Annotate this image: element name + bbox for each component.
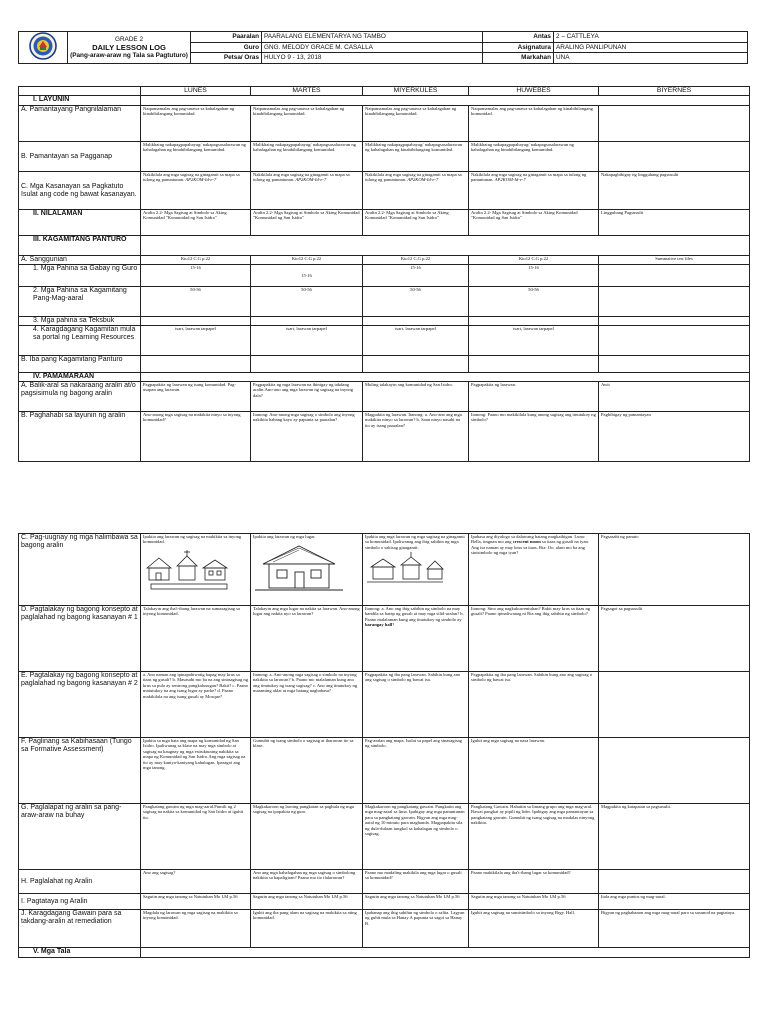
cell: Lingguhang Pagsusulit [599,210,750,236]
kagamitang-panturo-heading: III. KAGAMITANG PANTURO [19,236,141,256]
cell [599,106,750,142]
cell: Aralin 2.2- Mga Sagisag at Simbolo sa Aking Komunidad "Komunidad ng San Isidro" [363,210,469,236]
cell: Pagpapakita ng iba pang larawan. Sabihin kung ano ang sagisag o simbolo ng bawat isa. [363,672,469,738]
empty-cell [363,356,469,373]
cell: Talakayin ang mga lugar na nakita sa larawan. Ano-anong lugar ang nakita nyo sa larawan? [251,606,363,672]
layunin-heading: I. LAYUNIN [19,96,141,106]
cell [599,265,750,287]
cell: Sagutin ang mga tanong sa Natutuhan Mo LM p.56 [251,894,363,910]
page-subtitle: (Pang-araw-araw ng Tala sa Pagtuturo) [70,51,188,59]
cell: Ano-anong mga sagisag na makikita ninyo sa inyong komunidad? [141,412,251,462]
sanggunian-label: A. Sanggunian [19,256,141,265]
cell [141,172,251,210]
karagdagang-gawain-label: J. Karagdagang Gawain para sa takdang-aralin at remediation [19,910,141,948]
cell [599,738,750,804]
competency-code: AP2KOM-Id-e-7 [185,177,217,183]
cell: Summative test files [599,256,750,265]
cell: Naipamamalas ang pag-unawa sa kahalagahan ng kinabibilangang komunidad. [469,106,599,142]
house-illustration [253,540,345,594]
guro-value: GNG. MELODY GRACE M. CASALLA [262,42,483,53]
petsa-value: HULYO 9 - 13, 2018 [262,53,483,64]
cell: Naipamamalas ang pag-unawa sa kahalagahan ng kinabibilangang komunidad. [141,106,251,142]
cell: Talakayin ang iba't-ibang larawan na sumasagisag sa inyong komunidad. [141,606,251,672]
cell: Aralin 2.2- Mga Sagisag at Simbolo sa Aking Komunidad "Komunidad ng San Isidro" [251,210,363,236]
cell: Malikhaing nakapagpapahayag/ nakapagsasalarawan ng kahalagahan ng kinabibilangang komunidad. [363,142,469,172]
day-header: BIYERNES [599,87,750,96]
school-logo-cell [19,32,68,64]
cell: 15-16 [469,265,599,287]
empty-cell [141,236,750,256]
cell [363,172,469,210]
cell: 15-16 [141,265,251,287]
cell: Itanong: a. Ano ang ibig sabihin ng simbolo na may bandila sa harap ng gusali at may mga silid-aralan? b. Paano malalaman kung ang tinutukoy ng simbolo ay barangay hall? [363,606,469,672]
cell: Bigyan ng paghahanon ang mga mag-aaral para sa susunod na pagtataya. [599,910,750,948]
cell: Magkakaroon ng laroing pangkatan sa paghula ng mga sagisag na ipapakita ng guro. [251,804,363,870]
cell: Aralin 2.2- Mga Sagisag at Simbolo sa Aking Komunidad "Komunidad ng San Isidro" [141,210,251,236]
cell: Awit [599,382,750,412]
cell-text: Nakikilala ang mga sagisag na ginagamit sa mapa sa tulong ng panuntunan. [253,172,350,183]
cell-text: Ipabasa ang diyalogo sa dalawang batang magkaibigan. [471,534,574,539]
cell-text: Nakikilala ang mga sagisag na ginagamit sa mapa sa tulong ng panuntunan. [471,172,587,183]
lesson-table-part-2 [18,533,750,958]
cell: Magpakita ng larawan. Itanong: a. Ano-ano ang mga makikita ninyo sa larawan? b. Saan ninyo nasabi na ito ay isang paaralan? [363,412,469,462]
cell: Ano ang sagisag? [141,870,251,894]
day-header: MARTES [251,87,363,96]
petsa-label: Petsa/ Oras [191,53,262,64]
learning-resources-label: 4. Karagdagang Kagamitan mula sa portal ng Learning Resources [19,326,141,356]
cell [363,534,469,606]
cell: Pangkatang Gawain. Hahatiin sa limang grupo ang mga mag-aral. Bawat pangkat ay pipili ng lider. Ipabigay ang mga pamantayan sa pangkatang gawain. Gumuhit ng isang sagisag na madalas ninyong nakikita. [469,804,599,870]
lesson-table-part-1 [18,86,750,462]
cell [469,534,599,606]
pamantayang-pangnilalaman-label: A. Pamantayang Pangnilalaman [19,106,141,142]
cell-text: Nakikilala ang mga sagisag na ginagamit sa mapa sa tulong ng panuntunan. [143,172,240,183]
paaralan-label: Paaralan [191,32,262,43]
empty-cell [599,317,750,326]
dialogue-text: sa itaas ng gusali na iyan. Ang isa naman ay may krus sa itaas. Ria: Oo, alam mo ba ang sinisimbolo ng mga iyan? [471,539,589,556]
teksbuk-label: 3. Mga pahina sa Teksbuk [19,317,141,326]
cell: Sagutin ang mga tanong sa Natutuhan Mo LM p.56 [363,894,469,910]
cell: Ipahanap ang ibig sabihin ng simbolo o salita. Lagyan ng guhit mula sa Hanay A papunta sa sagot sa Hanay B. [363,910,469,948]
cell: Pangkatang gawain ng mga mag-aaral.Pumili ng 2 sagisag na nakita sa komunidad ng San Isidro at iguhit ito. [141,804,251,870]
cell: 15-16 [363,265,469,287]
markahan-label: Markahan [483,53,554,64]
cell: Kto12 C.G p.22 [251,256,363,265]
dialogue-bold: crescent moon [512,539,541,545]
cell: Pagpapakita ng mga larawan na ibinigay ng takdang aralin.Ano-ano ang mga larawan ng sagisag na inyong dala? [251,382,363,412]
dialogue-text: Luna: Bella, tingnan mo ang [471,534,586,545]
cell: Gumuhit ng isang simbolo o sagisag at iharawan ito sa klase. [251,738,363,804]
page-title: DAILY LESSON LOG [92,42,166,52]
guro-label: Guro [191,42,262,53]
empty-cell [141,373,750,382]
cell: Itanong: a. Ano-anong mga sagisag o simbolo na inyong nakikita sa larawan? b. Paano mo malalaman kung ano ang tinutukoy ng isang sagisag? c. Ano ang tinutukoy ng maraming aklat at mga batang nagbabasa? [251,672,363,738]
cell: 50-56 [363,287,469,317]
cell: tsart, larawan tarpapel [363,326,469,356]
cell: Pagbibigay ng pamantayan [599,412,750,462]
cell-bold: barangay hall [365,622,393,628]
cell: Ano ang mga kahalagahan ng mga sagisag o simbolong nakikita sa kapaligiran? Paano mo ito ilalarawan? [251,870,363,894]
nilalaman-heading: II. NILALAMAN [19,210,141,236]
markahan-value: UNA [554,53,748,64]
cell-text: Ipakita ang larawan ng sagisag na makikita sa inyong komunidad. [143,534,242,545]
cell: Malikhaing nakapagpapahayag/ nakapagsasalarawan ng kahalagahan ng kinabibilangang komunidad. [251,142,363,172]
cell: Magdala ng larawan ng mga sagisag na makikita sa inyong komunidad. [141,910,251,948]
cell: 15-16 [251,265,363,287]
balik-aral-label: A. Balik-aral sa nakaraang aralin at/o pagsisimula ng bagong aralin [19,382,141,412]
cell-text: Nakikilala ang mga sagisag na ginagamit sa mapa sa tulong ng panuntunan. [365,172,462,183]
antas-label: Antas [483,32,554,43]
pamantayan-sa-pagganap-label: B. Pamantayan sa Pagganap [19,142,141,172]
empty-cell [141,317,251,326]
paglalahat-label: H. Paglalahat ng Aralin [19,870,141,894]
empty-cell [363,317,469,326]
cell: Iguhit ang sagisag na sumisimbolo sa inyong Brgy. Hall. [469,910,599,948]
community-buildings-illustration [143,546,235,592]
header-table [18,31,748,64]
cell: Itanong: Paano mo makikilala kung anong sagisag ang tinutukoy ng simbolo? [469,412,599,462]
pamamaraan-heading: IV. PAMAMARAAN [19,373,141,382]
empty-cell [251,317,363,326]
cell: Pagpapakita ng larawan. [469,382,599,412]
mga-tala-heading: V. Mga Tala [19,948,141,958]
competency-code: AP2KOM-Id-e-7 [494,177,526,183]
cell: Itala ang mga puntos ng mag-aaral. [599,894,750,910]
gabay-guro-label: 1. Mga Pahina sa Gabay ng Guro [19,265,141,287]
pagtataya-label: I. Pagtataya ng Aralin [19,894,141,910]
paaralan-value: PAARALANG ELEMENTARYA NG TAMBO [262,32,483,43]
cell: Malikhaing nakapagpapahayag/ nakapagsasalarawan ng kahalagahan ng kinabibilangang komunidad. [141,142,251,172]
day-header: HUWEBES [469,87,599,96]
corner-cell [19,87,141,96]
grade-label: GRADE 2 [114,35,144,43]
paglinang-label: F. Paglinang sa Kabihasaan (Tungo sa Formative Assessment) [19,738,141,804]
cell [251,172,363,210]
cell [469,172,599,210]
cell: Iguhit ang mga sagisag na nasa larawan. [469,738,599,804]
cell: Kto12 C.G p.22 [469,256,599,265]
pagtalakay-1-label: D. Pagtalakay ng bagong konsepto at paglalahad ng bagong kasanayan # 1 [19,606,141,672]
day-header: LUNES [141,87,251,96]
cell: 50-56 [251,287,363,317]
cell: 50-56 [469,287,599,317]
title-cell [68,32,191,64]
cell: Magpakita ng katapatan sa pagsusulit. [599,804,750,870]
cell: Malikhaing nakapagpapahayag/ nakapagsasalarawan ng kahalagahan ng kinabibilangang komunidad. [469,142,599,172]
cell [599,672,750,738]
cell: Pagpapakita ng iba pang larawan. Sabihin kung ano ang sagisag o simbolo ng bawat isa. [469,672,599,738]
kasanayan-label: C. Mga Kasanayan sa Pagkatuto Isulat ang code ng bawat kasanayan. [19,172,141,210]
cell [141,534,251,606]
antas-value: 2 – CATTLEYA [554,32,748,43]
kagamitang-mag-aaral-label: 2. Mga Pahina sa Kagamitang Pang-Mag-aaral [19,287,141,317]
cell: Nakapagbibigay ng lingguhang pagsusulit [599,172,750,210]
empty-cell [469,356,599,373]
asignatura-label: Asignatura [483,42,554,53]
cell: tsart, larawan tarpapel [469,326,599,356]
deped-seal-icon [29,32,57,60]
cell [251,534,363,606]
cell: Itanong: Sino ang nagkukuwentuhan? Bakit may krus sa itaas ng gusali? Paano ipinaliwanag ni Ria ang ibig sabihin ng simbolo? [469,606,599,672]
cell: Magkakaroon ng pangkatang gawain. Pangkatin ang mga mag-aaral sa lima. Ipabigay ang mga panuntunan para sa pangkatang gawain. Bigyan ang mga mag-aaral ng 10 minuto para maghanda. Magpapakita sila ng dula-dulaan tungkol sa kahalagan ng simbolo o sagisag. [363,804,469,870]
cell-text: Ipakita ang larawan ng mga lugar. [253,534,316,539]
cell: Muling talakayin ang komunidad ng San Isidro. [363,382,469,412]
cell: Sagutin ang mga tanong sa Natutuhan Mo LM p.56 [469,894,599,910]
day-header: MIYERKULES [363,87,469,96]
community-symbols-illustration [365,551,445,585]
paglalapat-label: G. Paglalapat ng aralin sa pang-araw-araw na buhay [19,804,141,870]
cell: Sagutin ang mga tanong sa Natutuhan Mo LM p.56 [141,894,251,910]
cell-text: Ipakita ang mga larawan ng mga sagisag na ginagamit sa komunidad. Ipaliwanag ang ibig sabihin ng mga simbolo o sakisag ginagamit. [365,534,465,550]
cell: Pagpapakita ng larawan ng isang komunidad. Pag-usapan ang larawan. [141,382,251,412]
empty-cell [141,96,750,106]
cell: Kto12 C.G p.22 [363,256,469,265]
cell-text: Itanong: a. Ano ang ibig sabihin ng simbolo na may bandila sa harap ng gusali at may mga silid-aralan? b. Paano malalaman kung ang tinutukoy ng simbolo ay [365,606,464,622]
cell: Ipakita sa mga bata ang mapa ng komunidad ng San Isidro. Ipaliwanag sa klase na may mga simbolo at sagisag na kaugnay ng mga estrukturang nakikita sa mapa ng Komunidad ng San Isidro.Ang mga sagisag na ito ay may kaniya-kaniyang kahulugan. Ipasagot ang mga tanong. [141,738,251,804]
cell: Aralin 2.2- Mga Sagisag at Simbolo sa Aking Komunidad "Komunidad ng San Isidro" [469,210,599,236]
pag-uugnay-label: C. Pag-uugnay ng mga halimbawa sa bagong aralin [19,534,141,606]
asignatura-value: ARALING PANLIPUNAN [554,42,748,53]
cell: Paano makikilala ang iba't-ibang lugar sa komunidad? [469,870,599,894]
cell [599,326,750,356]
empty-cell [599,356,750,373]
cell [599,142,750,172]
cell: Paano mo madaling makikila ang mga lugar o gusali sa komunidad? [363,870,469,894]
cell: a. Ano naman ang ipinapahiwatig kapag may krus sa itaas ng gusali? b. Masasabi mo ba na ang sinasagisag ng krus sa pula ay sentrong pangkalusugan? Bakit? c. Paano matutukoy na ang isang lugar ay parke? d. Paano makikilala na ang isang gusali ay Mosque? [141,672,251,738]
empty-cell [141,948,750,958]
iba-pang-kagamitan-label: B. Iba pang Kagamitang Panturo [19,356,141,373]
cell: Pagsasabi ng panuto [599,534,750,606]
empty-cell [251,356,363,373]
cell: tsart, larawan tarpapel [141,326,251,356]
paghahabi-label: B. Paghahabi sa layunin ng aralin [19,412,141,462]
cell: Pag-aralan ang mapa. Isulat sa papel ang sinasagisag ng simbolo. [363,738,469,804]
competency-code: AP2KOM-Id-e-7 [295,177,327,183]
competency-code: AP2KOM-Id-e-7 [407,177,439,183]
cell: Itanong: Ano-anong mga sagisag o simbolo ang inyong nakikita habang kayo ay papunta sa paaralan? [251,412,363,462]
empty-cell [469,317,599,326]
cell [599,870,750,894]
cell: 50-56 [141,287,251,317]
empty-cell [141,356,251,373]
cell: tsart, larawan tarpapel [251,326,363,356]
cell: Kto12 C.G p.22 [141,256,251,265]
cell [599,287,750,317]
cell: Pagsagot sa pagsusulit [599,606,750,672]
cell: Naipamamalas ang pag-unawa sa kahalagahan ng kinabibilangang komunidad. [251,106,363,142]
pagtalakay-2-label: E. Pagtalakay ng bagong konsepto at paglalahad ng bagong kasanayan # 2 [19,672,141,738]
cell: Naipamamalas ang pag-unawa sa kahalagahan ng kinabibilangang komunidad. [363,106,469,142]
cell: Iguhit ang iba pang alam na sagisag na makikita sa ating komunidad. [251,910,363,948]
